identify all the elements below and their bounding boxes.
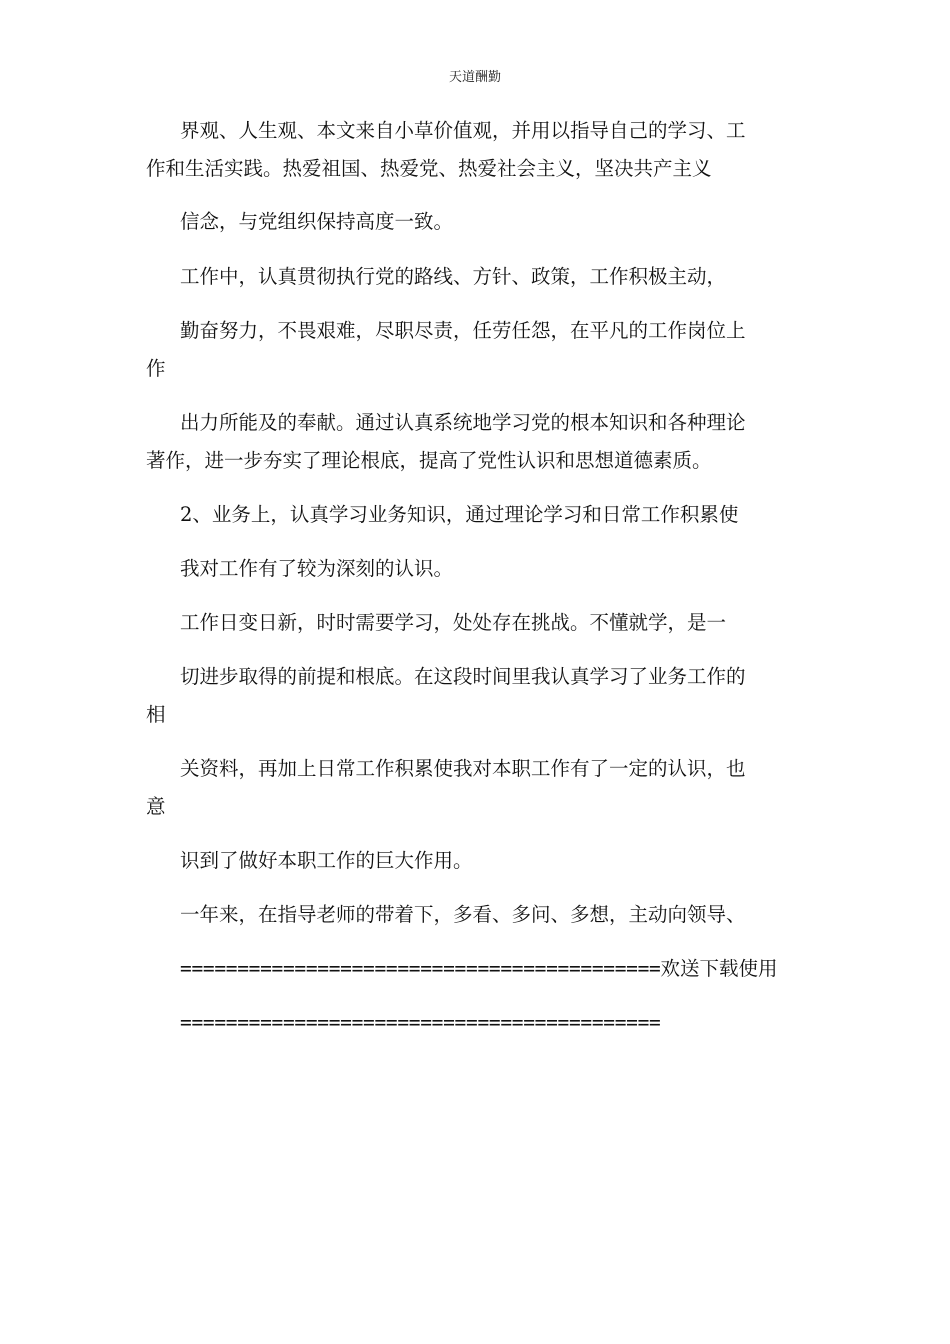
text-line: 界观、人生观、本文来自小草价值观，并用以指导自己的学习、工 bbox=[180, 119, 746, 142]
download-text: 欢送下载使用 bbox=[660, 957, 778, 980]
text-line: 我对工作有了较为深刻的认识。 bbox=[180, 557, 454, 580]
text-line: 意 bbox=[146, 795, 166, 818]
text-line: 一年来，在指导老师的带着下，多看、多问、多想，主动向领导、 bbox=[180, 903, 746, 926]
separator-line: ========================================== bbox=[180, 957, 661, 980]
download-notice bbox=[180, 957, 778, 981]
text-line: 著作，进一步夯实了理论根底，提高了党性认识和思想道德素质。 bbox=[146, 449, 712, 472]
text-line: 相 bbox=[146, 703, 166, 726]
text-line: 作和生活实践。热爱祖国、热爱党、热爱社会主义，坚决共产主义 bbox=[146, 157, 712, 180]
text-line: 2、业务上，认真学习业务知识，通过理论学习和日常工作积累使 bbox=[180, 503, 739, 526]
text-line: 勤奋努力，不畏艰难，尽职尽责，任劳任怨，在平凡的工作岗位上 bbox=[180, 319, 746, 342]
text-line: 切进步取得的前提和根底。在这段时间里我认真学习了业务工作的 bbox=[180, 665, 746, 688]
page-header: 天道酬勤 bbox=[448, 70, 501, 85]
separator-line: ========================================== bbox=[180, 1011, 661, 1034]
text-line: 出力所能及的奉献。通过认真系统地学习党的根本知识和各种理论 bbox=[180, 411, 746, 434]
text-line: 关资料，再加上日常工作积累使我对本职工作有了一定的认识，也 bbox=[180, 757, 746, 780]
text-line: 信念，与党组织保持高度一致。 bbox=[180, 210, 454, 233]
text-line: 工作中，认真贯彻执行党的路线、方针、政策，工作积极主动， bbox=[180, 265, 727, 288]
text-line: 作 bbox=[146, 357, 166, 380]
text-line: 工作日变日新，时时需要学习，处处存在挑战。不懂就学，是一 bbox=[180, 611, 727, 634]
text-line: 识到了做好本职工作的巨大作用。 bbox=[180, 849, 473, 872]
